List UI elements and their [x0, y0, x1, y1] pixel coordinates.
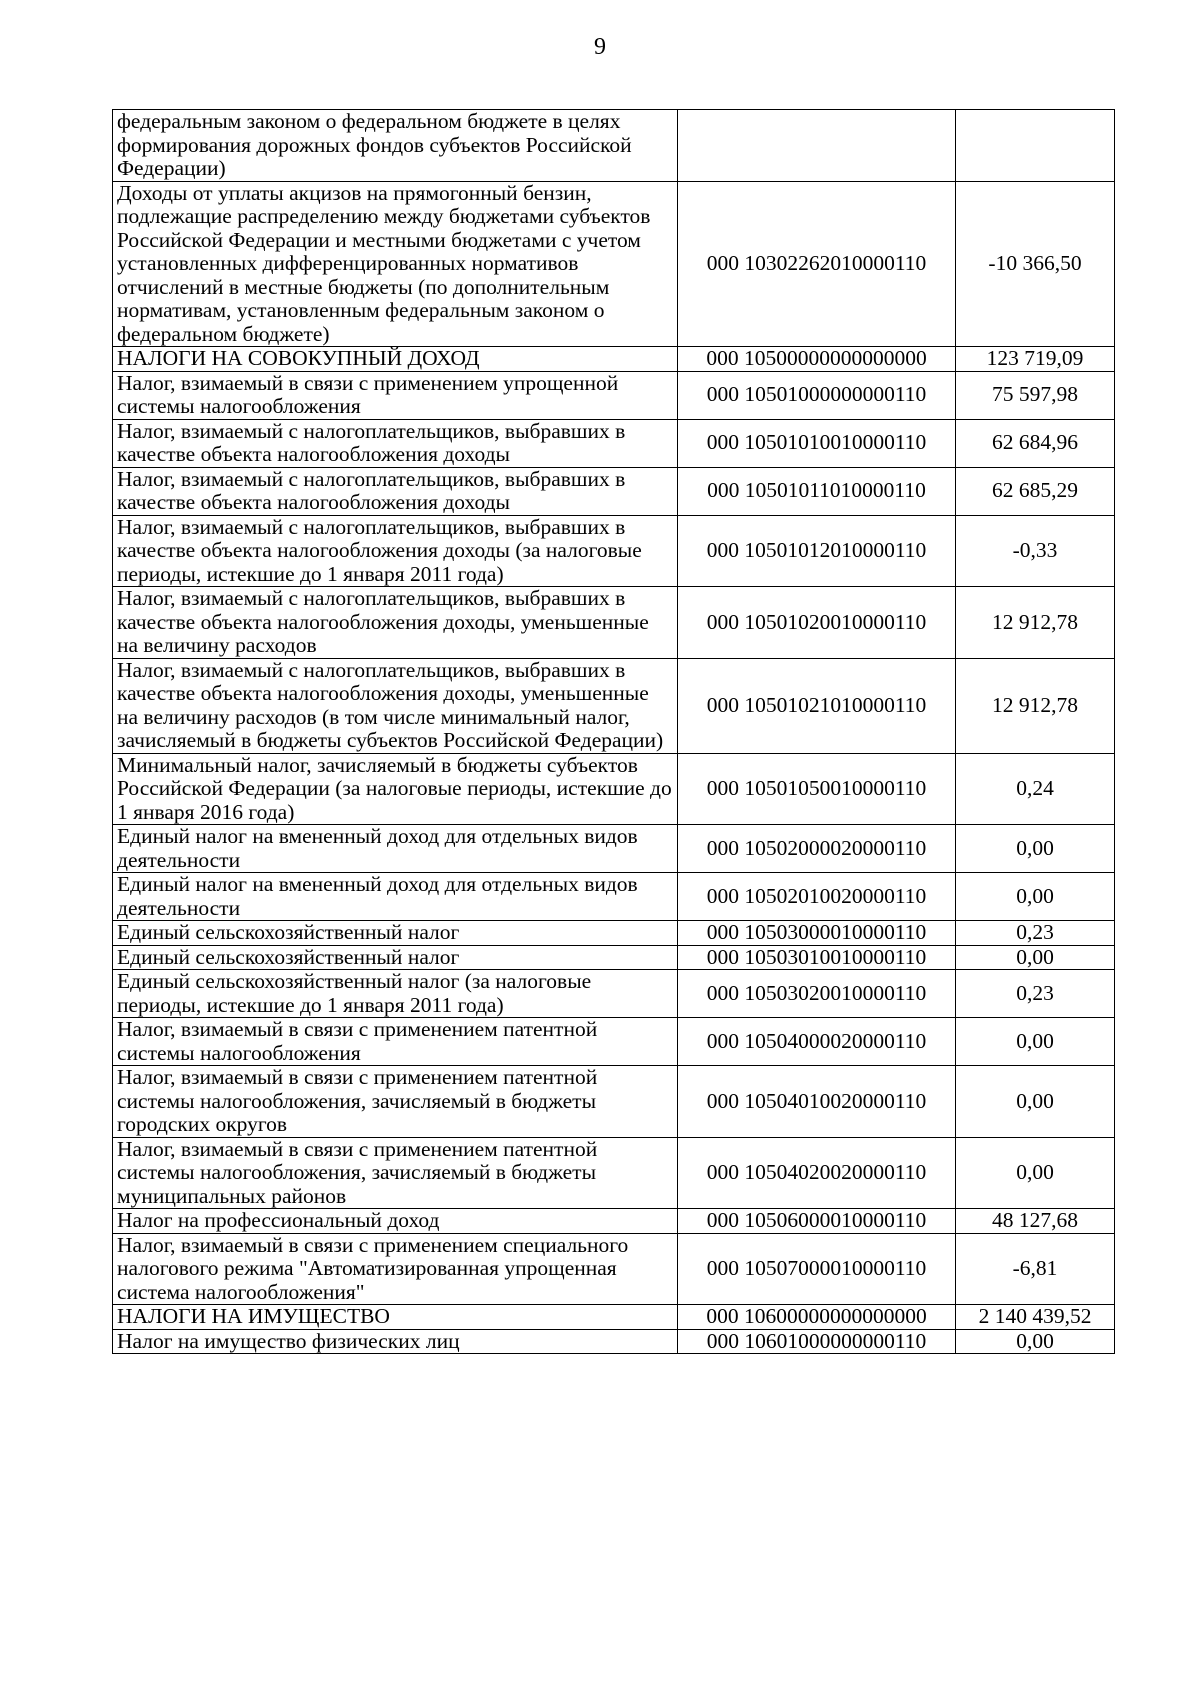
revenue-name-cell: Налог, взимаемый в связи с применением патентной системы налогообложения, зачисляемый в бюджеты муниципальных районов	[113, 1137, 678, 1209]
budget-code-cell: 000 10302262010000110	[678, 181, 956, 347]
revenue-name-cell: Налог, взимаемый в связи с применением патентной системы налогообложения, зачисляемый в бюджеты городских округов	[113, 1066, 678, 1138]
amount-cell: 0,00	[956, 1329, 1115, 1354]
revenue-name-cell: Налог, взимаемый в связи с применением упрощенной системы налогообложения	[113, 371, 678, 419]
budget-code-cell: 000 10502010020000110	[678, 873, 956, 921]
table-row	[113, 1209, 1115, 1234]
revenue-name-cell: Налог, взимаемый в связи с применением специального налогового режима "Автоматизированная упрощенная система налогообложения"	[113, 1233, 678, 1305]
table-row	[113, 181, 1115, 347]
amount-cell: 62 684,96	[956, 419, 1115, 467]
revenue-name-cell: Единый налог на вмененный доход для отдельных видов деятельности	[113, 873, 678, 921]
amount-cell: 75 597,98	[956, 371, 1115, 419]
amount-cell: 0,23	[956, 970, 1115, 1018]
amount-cell: 0,00	[956, 1137, 1115, 1209]
revenue-name-cell: Налог, взимаемый с налогоплательщиков, выбравших в качестве объекта налогообложения доходы	[113, 419, 678, 467]
revenue-name-cell: НАЛОГИ НА ИМУЩЕСТВО	[113, 1305, 678, 1330]
amount-cell: 123 719,09	[956, 347, 1115, 372]
budget-code-cell: 000 10501050010000110	[678, 753, 956, 825]
amount-cell: 0,24	[956, 753, 1115, 825]
revenue-name-cell: Налог на профессиональный доход	[113, 1209, 678, 1234]
amount-cell: 0,00	[956, 873, 1115, 921]
revenue-name-cell: Налог на имущество физических лиц	[113, 1329, 678, 1354]
table-row	[113, 921, 1115, 946]
table-row	[113, 467, 1115, 515]
amount-cell: 62 685,29	[956, 467, 1115, 515]
revenue-name-cell: Единый сельскохозяйственный налог (за налоговые периоды, истекшие до 1 января 2011 года)	[113, 970, 678, 1018]
budget-code-cell: 000 10504010020000110	[678, 1066, 956, 1138]
amount-cell: 0,00	[956, 945, 1115, 970]
budget-code-cell: 000 10506000010000110	[678, 1209, 956, 1234]
amount-cell: -0,33	[956, 515, 1115, 587]
revenue-name-cell: Единый сельскохозяйственный налог	[113, 921, 678, 946]
budget-code-cell: 000 10503000010000110	[678, 921, 956, 946]
table-row	[113, 347, 1115, 372]
table-row	[113, 1329, 1115, 1354]
revenue-name-cell: НАЛОГИ НА СОВОКУПНЫЙ ДОХОД	[113, 347, 678, 372]
budget-code-cell	[678, 110, 956, 182]
budget-code-cell: 000 10601000000000110	[678, 1329, 956, 1354]
amount-cell: -10 366,50	[956, 181, 1115, 347]
table-row	[113, 1137, 1115, 1209]
budget-code-cell: 000 10501021010000110	[678, 658, 956, 753]
budget-code-cell: 000 10501011010000110	[678, 467, 956, 515]
amount-cell: 0,00	[956, 1066, 1115, 1138]
table-row	[113, 371, 1115, 419]
table-row	[113, 1066, 1115, 1138]
revenue-name-cell: Налог, взимаемый с налогоплательщиков, выбравших в качестве объекта налогообложения доходы, уменьшенные на величину расходов	[113, 587, 678, 659]
table-row	[113, 945, 1115, 970]
revenue-name-cell: Налог, взимаемый с налогоплательщиков, выбравших в качестве объекта налогообложения доходы, уменьшенные на величину расходов (в том числе минимальный налог, зачисляемый в бюджеты субъектов Российской Федерации)	[113, 658, 678, 753]
budget-code-cell: 000 10500000000000000	[678, 347, 956, 372]
amount-cell: -6,81	[956, 1233, 1115, 1305]
amount-cell: 2 140 439,52	[956, 1305, 1115, 1330]
budget-code-cell: 000 10503010010000110	[678, 945, 956, 970]
table-row	[113, 515, 1115, 587]
amount-cell: 0,00	[956, 1018, 1115, 1066]
table-row	[113, 587, 1115, 659]
revenue-name-cell: Налог, взимаемый в связи с применением патентной системы налогообложения	[113, 1018, 678, 1066]
budget-code-cell: 000 10504000020000110	[678, 1018, 956, 1066]
revenue-table-body	[113, 110, 1115, 1354]
table-row	[113, 753, 1115, 825]
revenue-name-cell: Единый налог на вмененный доход для отдельных видов деятельности	[113, 825, 678, 873]
amount-cell	[956, 110, 1115, 182]
budget-code-cell: 000 10501012010000110	[678, 515, 956, 587]
table-row	[113, 658, 1115, 753]
budget-code-cell: 000 10501020010000110	[678, 587, 956, 659]
amount-cell: 12 912,78	[956, 587, 1115, 659]
table-row	[113, 1233, 1115, 1305]
amount-cell: 12 912,78	[956, 658, 1115, 753]
revenue-name-cell: Налог, взимаемый с налогоплательщиков, выбравших в качестве объекта налогообложения доходы (за налоговые периоды, истекшие до 1 января 2011 года)	[113, 515, 678, 587]
table-row	[113, 1305, 1115, 1330]
table-row	[113, 110, 1115, 182]
page-number: 9	[594, 34, 606, 60]
budget-code-cell: 000 10503020010000110	[678, 970, 956, 1018]
revenue-name-cell: Единый сельскохозяйственный налог	[113, 945, 678, 970]
revenue-name-cell: федеральным законом о федеральном бюджете в целях формирования дорожных фондов субъектов Российской Федерации)	[113, 110, 678, 182]
budget-code-cell: 000 10502000020000110	[678, 825, 956, 873]
table-row	[113, 970, 1115, 1018]
amount-cell: 0,23	[956, 921, 1115, 946]
amount-cell: 0,00	[956, 825, 1115, 873]
revenue-table	[112, 109, 1115, 1354]
budget-code-cell: 000 10501000000000110	[678, 371, 956, 419]
revenue-name-cell: Доходы от уплаты акцизов на прямогонный бензин, подлежащие распределению между бюджетами субъектов Российской Федерации и местными бюджетами с учетом установленных дифференцированных нормативов отчислений в местные бюджеты (по дополнительным нормативам, установленным федеральным законом о федеральном бюджете)	[113, 181, 678, 347]
budget-code-cell: 000 10600000000000000	[678, 1305, 956, 1330]
budget-code-cell: 000 10504020020000110	[678, 1137, 956, 1209]
table-row	[113, 1018, 1115, 1066]
revenue-name-cell: Налог, взимаемый с налогоплательщиков, выбравших в качестве объекта налогообложения доходы	[113, 467, 678, 515]
budget-code-cell: 000 10501010010000110	[678, 419, 956, 467]
amount-cell: 48 127,68	[956, 1209, 1115, 1234]
table-row	[113, 419, 1115, 467]
budget-code-cell: 000 10507000010000110	[678, 1233, 956, 1305]
table-row	[113, 873, 1115, 921]
table-row	[113, 825, 1115, 873]
revenue-name-cell: Минимальный налог, зачисляемый в бюджеты субъектов Российской Федерации (за налоговые периоды, истекшие до 1 января 2016 года)	[113, 753, 678, 825]
